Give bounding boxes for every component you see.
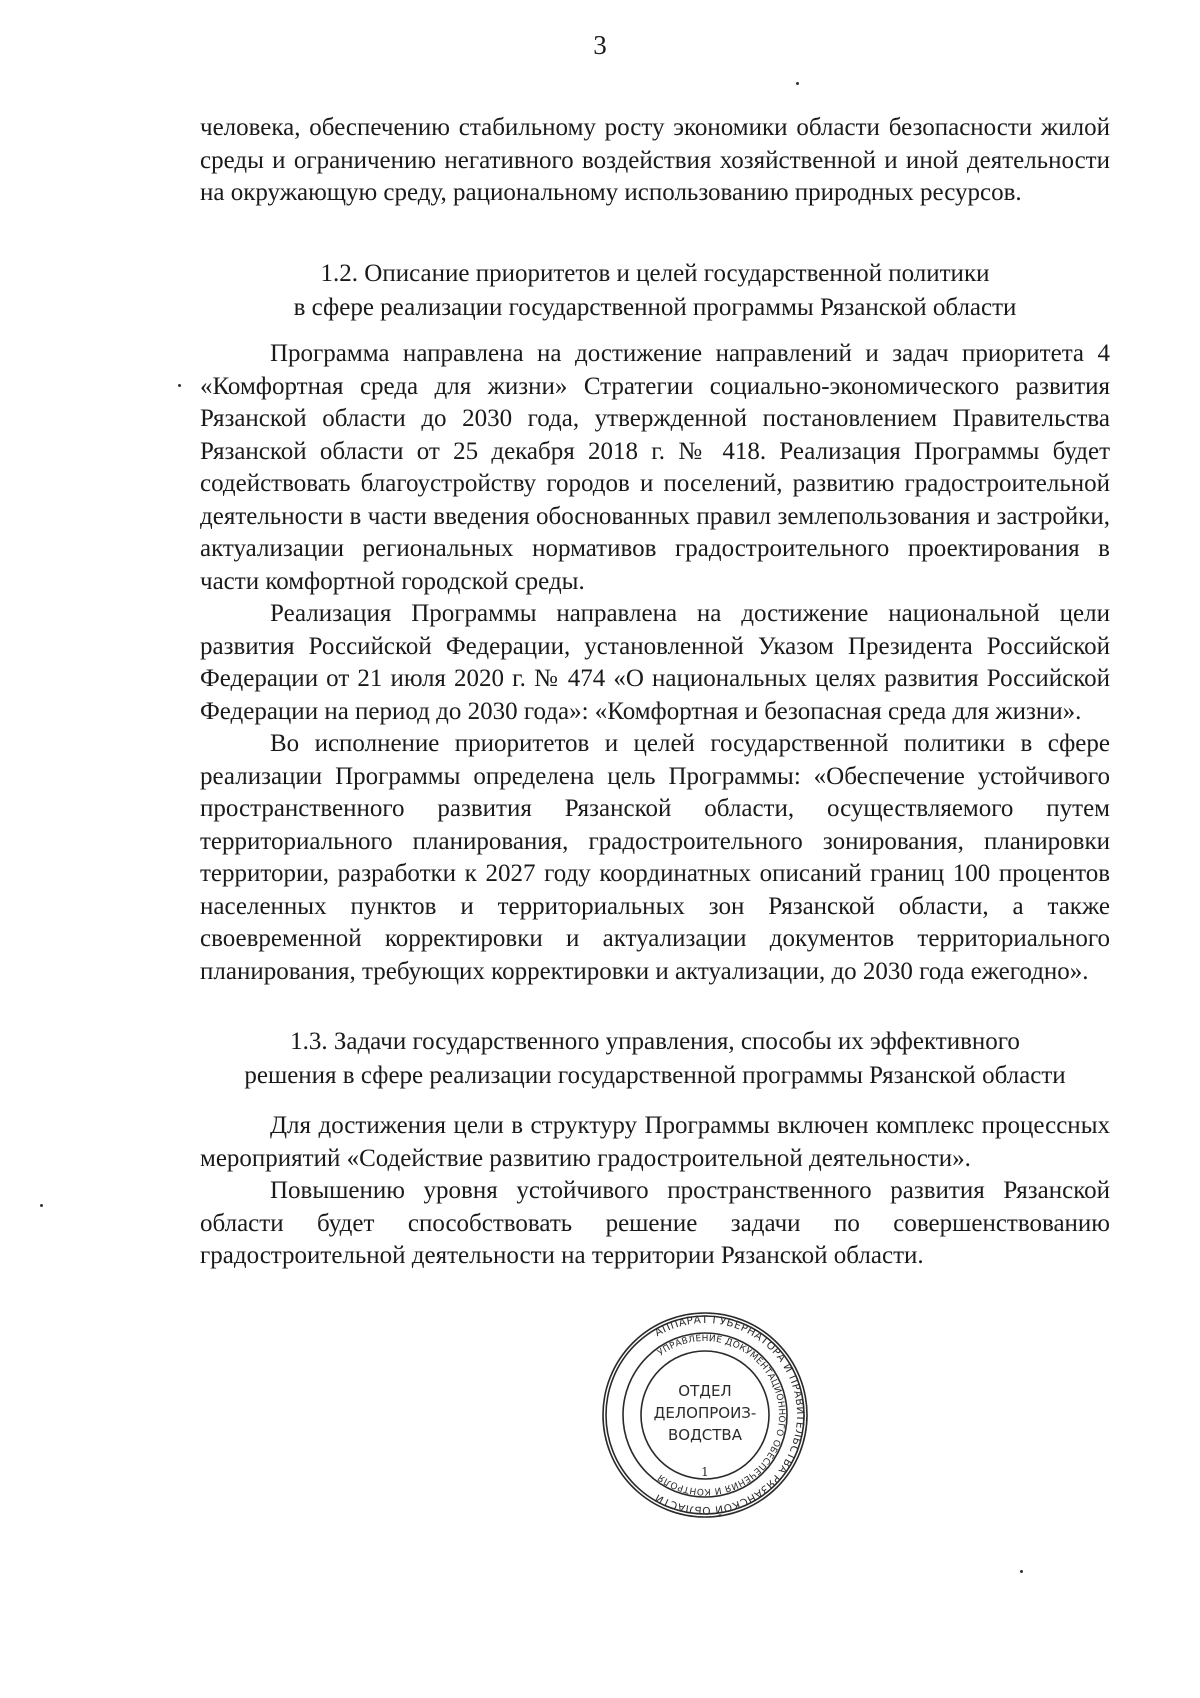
- stamp-center-line2: ДЕЛОПРОИЗ-: [653, 1404, 757, 1422]
- stamp-center-line3: ВОДСТВА: [667, 1426, 743, 1444]
- section-1-3-paragraph: Для достижения цели в структуру Программы включен комплекс процессных мероприятий «Содействие развитию градостроительной деятельности».: [200, 1112, 1110, 1172]
- scan-speck: [1020, 1570, 1023, 1573]
- scan-speck: [796, 82, 799, 85]
- stamp-outer-text: АППАРАТ ГУБЕРНАТОРА И ПРАВИТЕЛЬСТВА РЯЗАНСКОЙ ОБЛАСТИ: [652, 1313, 807, 1517]
- stamp-number: 1: [701, 1465, 709, 1479]
- section-1-2-heading-line1: 1.2. Описание приоритетов и целей государственной политики: [320, 260, 990, 287]
- section-1-3-paragraph: Повышению уровня устойчивого пространственного развития Рязанской области будет способствовать решение задачи по совершенствованию градостроительной деятельности на территории Рязанской области.: [200, 1177, 1110, 1269]
- section-1-2-paragraph: Реализация Программы направлена на достижение национальной цели развития Российской Федерации, установленной Указом Президента Российской Федерации от 21 июля 2020 г. № 474 «О национальных целях развития Российской Федерации на период до 2030 года»: «Комфортная и безопасная среда для жизни».: [200, 600, 1110, 725]
- stamp-center-line1: ОТДЕЛ: [678, 1382, 732, 1400]
- office-stamp: [600, 1310, 810, 1520]
- section-1-2-paragraph: Программа направлена на достижение направлений и задач приоритета 4 «Комфортная среда для жизни» Стратегии социально-экономического развития Рязанской области до 2030 года, утвержденной постановлением Правительства Рязанской области от 25 декабря 2018 г. № 418. Реализация Программы будет содействовать благоустройству городов и поселений, развитию градостроительной деятельности в части введения обоснованных правил землепользования и застройки, актуализации региональных нормативов градостроительного проектирования в части комфортной городской среды.: [200, 340, 1110, 595]
- stamp-inner-text: УПРАВЛЕНИЕ ДОКУМЕНТАЦИОННОГО ОБЕСПЕЧЕНИЯ И КОНТРОЛЯ: [656, 1333, 787, 1497]
- page-number: 3: [593, 30, 607, 60]
- intro-text: человека, обеспечению стабильному росту экономики области безопасности жилой среды и ограничению негативного воздействия хозяйственной и иной деятельности на окружающую среду, рациональному использованию природных ресурсов.: [200, 114, 1110, 206]
- section-1-3-heading: [170, 1025, 1140, 1093]
- intro-paragraph: [200, 112, 1110, 210]
- section-1-3-heading-line1: 1.3. Задачи государственного управления, способы их эффективного: [290, 1028, 1020, 1055]
- section-1-3-heading-line2: решения в сфере реализации государственной программы Рязанской области: [244, 1062, 1066, 1089]
- section-1-2-heading: [170, 257, 1140, 325]
- section-1-3-body: [200, 1110, 1110, 1273]
- scan-speck: [40, 1204, 43, 1207]
- scan-speck: [178, 384, 181, 387]
- section-1-2-body: [200, 338, 1110, 988]
- section-1-2-paragraph: Во исполнение приоритетов и целей государственной политики в сфере реализации Программы определена цель Программы: «Обеспечение устойчивого пространственного развития Рязанской области, осуществляемого путем территориального планирования, градостроительного зонирования, планировки территории, разработки к 2027 году координатных описаний границ 100 процентов населенных пунктов и территориальных зон Рязанской области, а также своевременной корректировки и актуализации документов территориального планирования, требующих корректировки и актуализации, до 2030 года ежегодно».: [200, 730, 1110, 985]
- section-1-2-heading-line2: в сфере реализации государственной программы Рязанской области: [293, 294, 1017, 321]
